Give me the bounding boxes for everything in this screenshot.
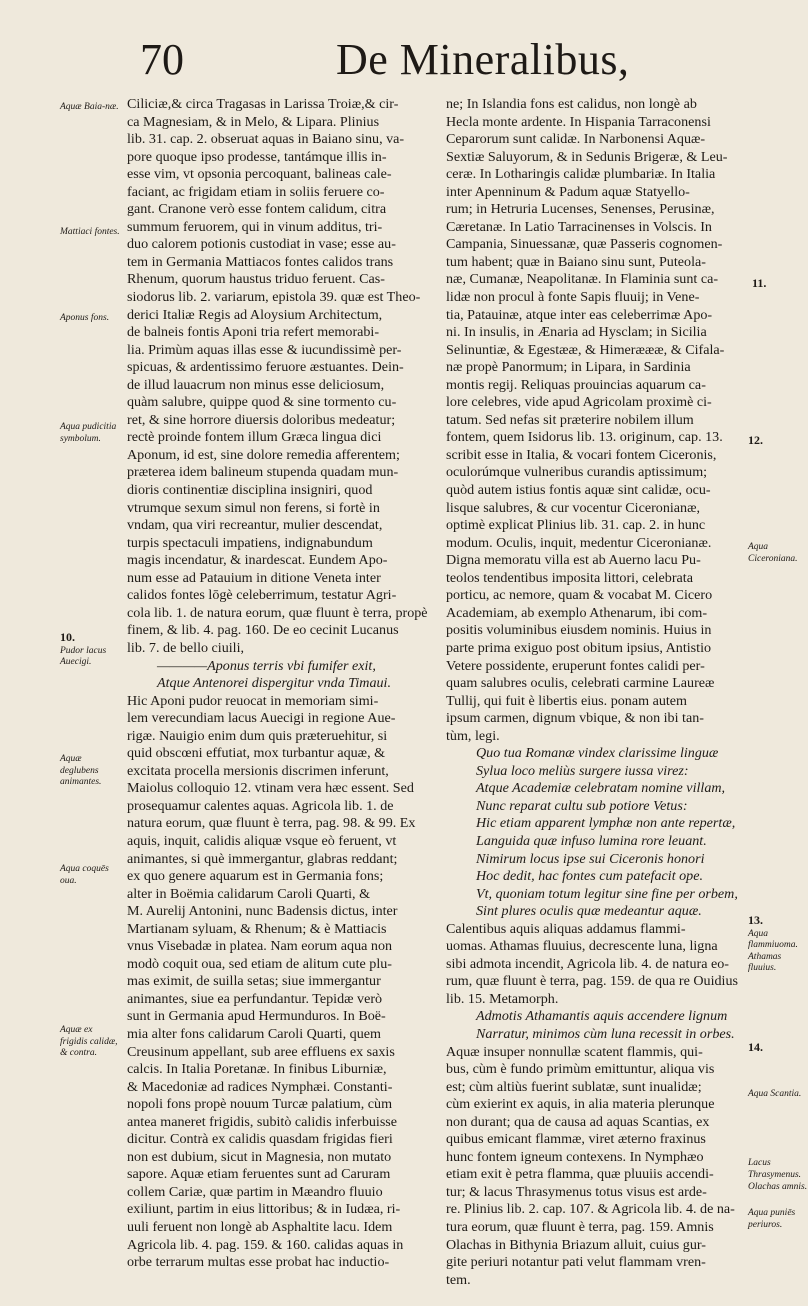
margin-note-aqua-coquens: Aqua coquēs oua. bbox=[60, 864, 109, 886]
text-line: lem verecundiam lacus Auecigi in regione Aue- bbox=[127, 710, 396, 727]
text-line: Aponum, id est, sine dolore remedia afferentem; bbox=[127, 446, 400, 463]
text-line: quòd autem istius fontis aquæ sint calidæ, ocu- bbox=[446, 482, 711, 499]
text-line: Rhenum, quorum haustus triduo feruent. Cas- bbox=[127, 271, 385, 288]
text-line: Vetere possidente, eruperunt fontes calidi per- bbox=[446, 657, 705, 674]
text-line: Hic Aponi pudor reuocat in memoriam simi- bbox=[127, 692, 379, 709]
text-line: orbe terrarum multas esse probat hac inductio- bbox=[127, 1254, 390, 1271]
text-line: tem. bbox=[446, 1271, 471, 1288]
text-line: nopoli fons propè nouum Turcæ palatium, cùm bbox=[127, 1096, 393, 1113]
text-line: modum. Oculis, inquit, medentur Ciceronianæ. bbox=[446, 534, 712, 551]
text-line: ceræ. In Lotharingis calidæ plumbariæ. In Italia bbox=[446, 166, 716, 183]
margin-note-lacus-thrasymenus: Lacus Thrasymenus. bbox=[748, 1158, 802, 1180]
text-line: Ciliciæ,& circa Tragasas in Larissa Troiæ,& cir- bbox=[127, 96, 399, 112]
text-line: rigæ. Nauigio enim dum quis præteruehitur, si bbox=[127, 727, 388, 744]
text-line: oculorúmque vulneribus curandis aptissimum; bbox=[446, 464, 708, 481]
text-line: re. Plinius lib. 2. cap. 107. & Agricola lib. 4. de na- bbox=[446, 1201, 735, 1218]
text-line: finem, & lib. 4. pag. 160. De eo cecinit Lucanus bbox=[127, 622, 399, 639]
text-line: Sylua loco meliùs surgere iussa virez: bbox=[476, 762, 689, 779]
margin-section-number-12: 12. bbox=[748, 433, 763, 447]
text-line: Cæretanæ. In Latio Tarracinenses in Volscis. In bbox=[446, 218, 712, 235]
text-line: teolos tendentibus imposita littori, celebrata bbox=[446, 569, 693, 586]
margin-note-aqua-scantia: Aqua Scantia. bbox=[748, 1089, 802, 1099]
margin-section-number: 13. bbox=[748, 913, 763, 927]
text-line: cola lib. 1. de natura eorum, quæ fluunt è terra, propè bbox=[127, 604, 428, 621]
text-line: Hoc dedit, hac fontes cum patefacit ope. bbox=[476, 868, 704, 885]
text-line: næ propè Panormum; in Lipara, in Sardinia bbox=[446, 359, 691, 376]
text-line: etiam exit è petra flamma, quæ pluuiis accendi- bbox=[446, 1166, 714, 1183]
text-line: de balneis fontis Aponi tria refert memorabi- bbox=[127, 324, 380, 341]
text-line: optimè explicat Plinius lib. 31. cap. 2. in hunc bbox=[446, 517, 706, 534]
text-line: tum habent; quæ in Baiano sinu sunt, Puteola- bbox=[446, 253, 706, 270]
text-line: tem in Germania Mattiacos fontes calidos trans bbox=[127, 253, 394, 270]
text-line: parte prima exiguo post obitum ipsius, Antistio bbox=[446, 639, 712, 656]
text-line: num esse ad Patauium in ditione Veneta inter bbox=[127, 569, 381, 586]
text-line: Quo tua Romanæ vindex clarissime linguæ bbox=[476, 745, 719, 762]
text-line: lib. 7. de bello ciuili, bbox=[127, 639, 245, 656]
text-line: Narratur, minimos cùm luna recessit in orbes. bbox=[476, 1025, 735, 1042]
text-line: quam salubres oculis, celebrati carmine Laureæ bbox=[446, 675, 715, 692]
text-line: lidæ non procul à fonte Sapis fluuij; in Vene- bbox=[446, 289, 700, 306]
margin-section-number-11: 11. bbox=[752, 276, 767, 290]
text-line: gant. Cranone verò esse fontem calidum, citra bbox=[127, 201, 387, 218]
text-line: Vt, quoniam totum legitur sine fine per orbem, bbox=[476, 885, 738, 902]
text-line: tùm, legi. bbox=[446, 727, 500, 744]
text-line: uomas. Athamas fluuius, decrescente luna, ligna bbox=[446, 938, 718, 955]
text-line: Languida quæ infuso lumina rore leuant. bbox=[476, 832, 707, 849]
text-line: animantes, siue ea perfundantur. Tepidæ verò bbox=[127, 990, 383, 1007]
text-line: Agricola lib. 4. pag. 159. & 160. calidas aquas in bbox=[127, 1236, 404, 1253]
margin-note-aquae-deglubens: Aquæ deglubens animantes. bbox=[60, 754, 102, 787]
text-line: Aquæ insuper nonnullæ scatent flammis, qui- bbox=[446, 1043, 703, 1060]
text-line: natura eorum, quæ fluunt è terra, pag. 98. & 99. Ex bbox=[127, 815, 416, 832]
text-line: Academiam, ab exemplo Athenarum, ibi com- bbox=[446, 604, 708, 621]
text-line: Creusinum appellant, sub aree effluens ex saxis bbox=[127, 1043, 395, 1060]
text-line: exiliunt, partim in eius littoribus; & in Iudæa, ri- bbox=[127, 1201, 401, 1218]
text-line: Martianam syluam, & Rhenum; & è Mattiacis bbox=[127, 920, 387, 937]
margin-section-number-14: 14. bbox=[748, 1040, 763, 1054]
text-line: esse vim, vt opsonia percoquant, balineas cale- bbox=[127, 166, 392, 183]
text-line: gite periuri notantur pati velut flammam vren- bbox=[446, 1254, 706, 1271]
text-line: positis voluminibus eiusdem nominis. Huius in bbox=[446, 622, 712, 639]
text-line: tura eorum, quæ fluunt è terra, pag. 159. Amnis bbox=[446, 1219, 714, 1235]
text-line: præterea idem balineum stupenda quadam mun- bbox=[127, 464, 399, 481]
margin-note-athamas: Athamas fluuius. bbox=[748, 951, 782, 973]
text-line: vnus Visebadæ in platea. Nam eorum aqua non bbox=[127, 938, 393, 955]
text-line: quid obscœni effutiat, mox turbantur aquæ, & bbox=[127, 745, 386, 762]
text-line: mas eximit, de suilla setas; siue immergantur bbox=[127, 973, 381, 990]
text-line: cùm exierint ex aquis, in alia materia plerunque bbox=[446, 1096, 715, 1113]
text-line: vndam, qua viri recreantur, mulier descendat, bbox=[127, 517, 383, 534]
margin-note-aqua-ciceroniana: Aqua Ciceroniana. bbox=[748, 542, 798, 564]
text-line: uuli feruent non longè ab Asphaltite lacu. Idem bbox=[127, 1219, 393, 1235]
page-header bbox=[0, 34, 800, 90]
margin-note-pudor-lacus bbox=[60, 632, 120, 669]
text-line: rum; in Hetruria Lucenses, Senenses, Perusinæ, bbox=[446, 201, 715, 218]
text-line: ni. In insulis, in Ænaria ad Hysclam; in Sicilia bbox=[446, 324, 707, 341]
text-line: magis incendatur, & inardescat. Eundem Apo- bbox=[127, 552, 388, 569]
text-line: Hecla monte ardente. In Hispania Tarraconensi bbox=[446, 113, 711, 130]
text-line: calcis. In Italia Poretanæ. In finibus Liburniæ, bbox=[127, 1061, 387, 1078]
text-line: calidos fontes lōgè celeberrimum, testatur Agri- bbox=[127, 587, 397, 604]
margin-note-olachas: Olachas amnis. bbox=[748, 1182, 808, 1192]
margin-note-text: Pudor lacus Auecigi. bbox=[60, 645, 107, 667]
text-line: Nunc reparat cultu sub potiore Vetus: bbox=[476, 797, 688, 814]
text-line: scribit esse in Italia, & vocari fontem Ciceronis, bbox=[446, 446, 717, 463]
text-line: siodorus lib. 2. variarum, epistola 39. quæ est Theo- bbox=[127, 289, 421, 306]
text-line: quàm salubre, quippe quod & sine tormento cu- bbox=[127, 394, 397, 411]
text-line: Ceparorum sunt calidæ. In Narbonensi Aquæ- bbox=[446, 131, 706, 148]
text-line: sapore. Aquæ etiam feruentes sunt ad Caruram bbox=[127, 1166, 391, 1183]
margin-section-number: 10. bbox=[60, 630, 75, 644]
text-line: ne; In Islandia fons est calidus, non longè ab bbox=[446, 96, 697, 112]
text-line: summum feruorem, qui in vinum additus, tri- bbox=[127, 218, 383, 235]
text-line: ret, & sine horrore diuersis doloribus medeatur; bbox=[127, 411, 396, 428]
text-line: Admotis Athamantis aquis accendere lignum bbox=[476, 1008, 728, 1025]
margin-note-aqua-pudicitia: Aqua pudicitia symbolum. bbox=[60, 422, 117, 444]
text-line: spicuas, & ardentissimo feruore æstuantes. Dein- bbox=[127, 359, 404, 376]
text-line: Sextiæ Saluyorum, & in Sedunis Brigeræ, & Leu- bbox=[446, 148, 728, 165]
text-line: sunt in Germania apud Hermunduros. In Boë- bbox=[127, 1008, 386, 1025]
text-line: lisque salubres, & cur vocentur Ciceronianæ, bbox=[446, 499, 701, 516]
text-line: Nimirum locus ipse sui Ciceronis honori bbox=[476, 850, 705, 867]
text-line: Atque Academiæ celebratam nomine villam, bbox=[476, 780, 726, 797]
text-line: ————Aponus terris vbi fumifer exit, bbox=[157, 657, 376, 674]
text-line: rum, quæ fluunt è terra, pag. 159. de qua re Ouidius bbox=[446, 973, 738, 990]
running-head: De Mineralibus, bbox=[336, 35, 630, 84]
text-line: prosequamur calentes aquas. Agricola lib. 1. de bbox=[127, 797, 394, 814]
text-line: turpis spectaculi impatiens, indignabundum bbox=[127, 534, 373, 551]
margin-note-text: Aqua flammiuoma. bbox=[748, 928, 798, 950]
text-line: duo calorem potionis custodiat in vase; esse au- bbox=[127, 236, 396, 253]
text-line: derici Italiæ Regis ad Aloysium Architectum, bbox=[127, 306, 383, 323]
margin-note-aqua-puniens: Aqua puniēs periuros. bbox=[748, 1208, 796, 1230]
margin-note-mattiaci-fontes: Mattiaci fontes. bbox=[60, 227, 120, 237]
text-line: Selinuntiæ, & Egestææ, & Himeræææ, & Cifala- bbox=[446, 341, 725, 358]
text-line: lib. 31. cap. 2. obseruat aquas in Baiano sinu, va- bbox=[127, 131, 405, 148]
margin-note-aquae-baianae: Aquæ Baia-næ. bbox=[60, 102, 119, 112]
text-line: Campania, Sinuessanæ, quæ Passeris cognomen- bbox=[446, 236, 723, 253]
text-line: tatum. Sed nefas sit præterire nobilem illum bbox=[446, 411, 694, 428]
text-line: pore quoque ipso prodesse, tantámque illis in- bbox=[127, 148, 387, 165]
right-text-column bbox=[446, 96, 736, 1289]
text-line: bus, cùm è fundo primùm emittuntur, aliqua vis bbox=[446, 1061, 715, 1078]
text-line: næ, Cumanæ, Neapolitanæ. In Flaminia sunt ca- bbox=[446, 271, 719, 288]
text-line: dicitur. Contrà ex calidis quasdam frigidas fieri bbox=[127, 1131, 393, 1148]
text-line: non est dubium, sicut in Magnesia, non mutato bbox=[127, 1148, 392, 1165]
text-line: collem Cariæ, quæ partim in Mæandro fluuio bbox=[127, 1183, 383, 1200]
text-line: porticu, ac nemore, quam & vocabat M. Cicero bbox=[446, 587, 713, 604]
margin-note-aponus-fons: Aponus fons. bbox=[60, 313, 110, 323]
text-line: lib. 15. Metamorph. bbox=[446, 990, 559, 1007]
text-line: lia. Primùm aquas illas esse & iucundissimè per- bbox=[127, 341, 402, 358]
text-line: lore celebres, vide apud Agricolam proximè ci- bbox=[446, 394, 712, 411]
text-line: antea maneret frigidis, subitò calidis inferbuisse bbox=[127, 1113, 398, 1130]
left-text-column bbox=[127, 96, 432, 1272]
text-line: de illud lauacrum non minus esse deliciosum, bbox=[127, 376, 385, 393]
text-line: excitata procella mersionis discrimen inferunt, bbox=[127, 762, 389, 779]
text-line: & Macedoniæ ad radices Nymphæi. Constanti- bbox=[127, 1078, 393, 1095]
text-line: Olachas in Bithynia Briazum alluit, cuius gur- bbox=[446, 1236, 707, 1253]
text-line: aquis, inquit, calidis aliquæ vsque eò feruent, vt bbox=[127, 832, 397, 849]
text-line: faciant, ac frigidam etiam in soliis feruere co- bbox=[127, 183, 385, 200]
text-line: ex quo genere aquarum est in Germania fons; bbox=[127, 868, 384, 885]
text-line: quibus emicant flammæ, viret æterno fraxinus bbox=[446, 1131, 706, 1148]
text-line: Calentibus aquis aliquas addamus flammi- bbox=[446, 920, 686, 937]
text-line: inter Apenninum & Padum aquæ Statyello- bbox=[446, 183, 690, 200]
text-line: Digna memoratu villa est ab Auerno lacu Pu- bbox=[446, 552, 701, 569]
text-line: dioris continentiæ disciplina insigniri, quod bbox=[127, 482, 373, 499]
text-line: animantes, si què immergantur, glabras reddant; bbox=[127, 850, 398, 867]
text-line: est; cùm altiùs fuerint sublatæ, sunt inualidæ; bbox=[446, 1078, 702, 1095]
text-line: tur; & lacus Thrasymenus totus visus est arde- bbox=[446, 1183, 707, 1200]
text-line: ipsum carmen, dignum vbique, & non ibi tan- bbox=[446, 710, 704, 727]
margin-note-aqua-flammiuoma bbox=[748, 915, 808, 975]
text-line: Tullij, qui fuit è libertis eius. ponam autem bbox=[446, 692, 688, 709]
margin-note-aquae-ex-frigidis: Aquæ ex frigidis calidæ, & contra. bbox=[60, 1025, 118, 1058]
text-line: hunc fontem igneum contexens. In Nymphæo bbox=[446, 1148, 704, 1165]
text-line: Hic etiam apparent lymphæ non ante repertæ, bbox=[476, 815, 736, 832]
text-line: ca Magnesiam, & in Melo, & Lipara. Plinius bbox=[127, 113, 380, 130]
text-line: M. Aurelij Antonini, nunc Badensis dictus, inter bbox=[127, 903, 398, 920]
text-line: Atque Antenorei dispergitur vnda Timaui. bbox=[157, 675, 391, 692]
text-line: tia, Patauinæ, atque inter eas celeberrimæ Apo- bbox=[446, 306, 713, 323]
text-line: vtrumque sexum simul non ferens, si fortè in bbox=[127, 499, 380, 516]
text-line: modò coquit oua, sed etiam de alitum cute plu- bbox=[127, 955, 392, 972]
page-number: 70 bbox=[140, 35, 184, 84]
text-line: sibi admota incendit, Agricola lib. 4. de natura eo- bbox=[446, 955, 729, 972]
text-line: rectè proinde fontem illum Græca lingua dici bbox=[127, 429, 382, 446]
text-line: montis regij. Reliquas prouincias aquarum ca- bbox=[446, 376, 706, 393]
text-line: mia alter fons calidarum Caroli Quarti, quem bbox=[127, 1025, 381, 1042]
text-line: non durant; qua de causa ad aquas Scantias, ex bbox=[446, 1113, 710, 1130]
text-line: Maiolus colloquio 12. vtinam vera hæc essent. Sed bbox=[127, 780, 414, 797]
text-line: fontem, quem Isidorus lib. 13. originum, cap. 13. bbox=[446, 429, 723, 446]
text-line: Sint plures oculis quæ medeantur aquæ. bbox=[476, 903, 702, 920]
text-line: alter in Boëmia calidarum Caroli Quarti, & bbox=[127, 885, 371, 902]
